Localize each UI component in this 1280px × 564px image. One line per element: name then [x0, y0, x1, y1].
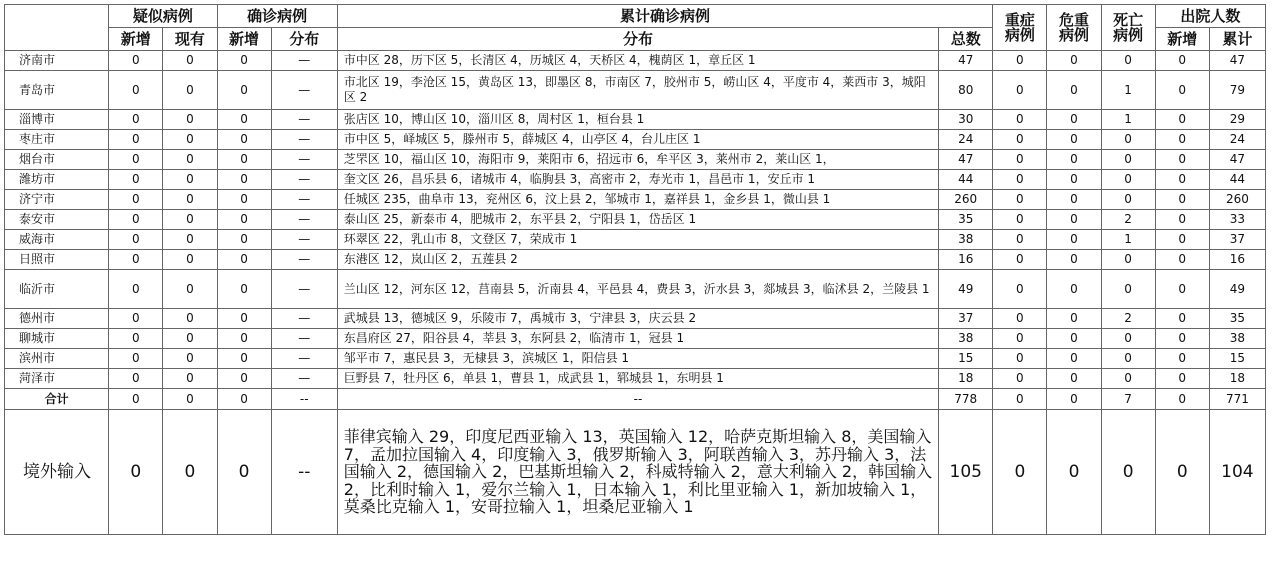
confirmed-new-cell: 0: [217, 329, 271, 349]
confirmed-distribution-cell: —: [271, 230, 337, 250]
severe-cell: 0: [993, 389, 1047, 410]
total-cell: 47: [939, 51, 993, 71]
suspected-new-cell: 0: [109, 369, 163, 389]
discharged-new-cell: 0: [1155, 349, 1209, 369]
table-row: [5, 230, 1266, 250]
severe-cell: 0: [993, 71, 1047, 110]
table-row: [5, 71, 1266, 110]
deaths-cell: 1: [1101, 230, 1155, 250]
confirmed-distribution-cell: —: [271, 270, 337, 309]
total-cell: 49: [939, 270, 993, 309]
district-distribution-cell: 泰山区 25，新泰市 4，肥城市 2，东平县 2，宁阳县 1，岱岳区 1: [337, 210, 938, 230]
confirmed-distribution-cell: —: [271, 349, 337, 369]
district-distribution-cell: 奎文区 26，昌乐县 6，诸城市 4，临朐县 3，高密市 2，寿光市 1，昌邑市 1，安丘市 1: [337, 170, 938, 190]
confirmed-new-cell: 0: [217, 130, 271, 150]
table-row: [5, 150, 1266, 170]
critical-cell: 0: [1047, 190, 1101, 210]
subheader-suspected-current: 现有: [163, 28, 217, 51]
discharged-cumulative-cell: 47: [1209, 51, 1265, 71]
district-distribution-cell: 市中区 28，历下区 5，长清区 4，历城区 4，天桥区 4，槐荫区 1，章丘区 1: [337, 51, 938, 71]
total-cell: 38: [939, 329, 993, 349]
district-distribution-cell: 环翠区 22，乳山市 8，文登区 7，荣成市 1: [337, 230, 938, 250]
severe-cell: 0: [993, 210, 1047, 230]
discharged-new-cell: 0: [1155, 150, 1209, 170]
suspected-new-cell: 0: [109, 349, 163, 369]
total-cell: 24: [939, 130, 993, 150]
table-body: [5, 51, 1266, 535]
confirmed-new-cell: 0: [217, 250, 271, 270]
confirmed-new-cell: 0: [217, 389, 271, 410]
covid-stats-table: [4, 4, 1266, 535]
deaths-cell: 1: [1101, 110, 1155, 130]
city-cell: 济宁市: [5, 190, 109, 210]
total-cell: 44: [939, 170, 993, 190]
subheader-discharged-new: 新增: [1155, 28, 1209, 51]
critical-cell: 0: [1047, 309, 1101, 329]
confirmed-distribution-cell: —: [271, 170, 337, 190]
total-cell: 47: [939, 150, 993, 170]
city-cell: 泰安市: [5, 210, 109, 230]
confirmed-new-cell: 0: [217, 410, 271, 535]
city-cell: 青岛市: [5, 71, 109, 110]
severe-cell: 0: [993, 230, 1047, 250]
severe-cell: 0: [993, 250, 1047, 270]
table-row: [5, 190, 1266, 210]
table-row: [5, 170, 1266, 190]
critical-cell: 0: [1047, 170, 1101, 190]
confirmed-new-cell: 0: [217, 309, 271, 329]
deaths-cell: 1: [1101, 71, 1155, 110]
suspected-new-cell: 0: [109, 130, 163, 150]
confirmed-distribution-cell: —: [271, 130, 337, 150]
confirmed-distribution-cell: —: [271, 369, 337, 389]
discharged-new-cell: 0: [1155, 389, 1209, 410]
deaths-cell: 7: [1101, 389, 1155, 410]
severe-cell: 0: [993, 110, 1047, 130]
discharged-new-cell: 0: [1155, 190, 1209, 210]
discharged-cumulative-cell: 16: [1209, 250, 1265, 270]
deaths-cell: 0: [1101, 410, 1155, 535]
confirmed-new-cell: 0: [217, 71, 271, 110]
severe-cell: 0: [993, 309, 1047, 329]
suspected-new-cell: 0: [109, 150, 163, 170]
discharged-new-cell: 0: [1155, 170, 1209, 190]
city-cell: 日照市: [5, 250, 109, 270]
deaths-cell: 0: [1101, 170, 1155, 190]
table-row: [5, 130, 1266, 150]
confirmed-new-cell: 0: [217, 210, 271, 230]
deaths-cell: 0: [1101, 150, 1155, 170]
total-cell: 18: [939, 369, 993, 389]
suspected-new-cell: 0: [109, 410, 163, 535]
city-cell: 聊城市: [5, 329, 109, 349]
deaths-cell: 0: [1101, 130, 1155, 150]
city-cell: 烟台市: [5, 150, 109, 170]
city-cell: 德州市: [5, 309, 109, 329]
district-distribution-cell: 市北区 19，李沧区 15，黄岛区 13，即墨区 8，市南区 7，胶州市 5，崂山区 4，平度市 4，莱西市 3，城阳区 2: [337, 71, 938, 110]
discharged-cumulative-cell: 15: [1209, 349, 1265, 369]
suspected-new-cell: 0: [109, 110, 163, 130]
suspected-current-cell: 0: [163, 389, 217, 410]
severe-cell: 0: [993, 329, 1047, 349]
district-distribution-cell: 东港区 12，岚山区 2，五莲县 2: [337, 250, 938, 270]
deaths-cell: 2: [1101, 309, 1155, 329]
suspected-new-cell: 0: [109, 309, 163, 329]
subheader-suspected-new: 新增: [109, 28, 163, 51]
discharged-cumulative-cell: 49: [1209, 270, 1265, 309]
total-row: [5, 389, 1266, 410]
discharged-cumulative-cell: 44: [1209, 170, 1265, 190]
severe-cell: 0: [993, 170, 1047, 190]
critical-cell: 0: [1047, 130, 1101, 150]
discharged-cumulative-cell: 47: [1209, 150, 1265, 170]
confirmed-distribution-cell: —: [271, 210, 337, 230]
discharged-new-cell: 0: [1155, 250, 1209, 270]
suspected-current-cell: 0: [163, 210, 217, 230]
discharged-cumulative-cell: 33: [1209, 210, 1265, 230]
imported-label: 境外输入: [5, 410, 109, 535]
confirmed-new-cell: 0: [217, 349, 271, 369]
city-cell: 临沂市: [5, 270, 109, 309]
deaths-cell: 0: [1101, 369, 1155, 389]
subheader-discharged-cumulative: 累计: [1209, 28, 1265, 51]
discharged-new-cell: 0: [1155, 270, 1209, 309]
header-discharged: 出院人数: [1155, 5, 1265, 28]
city-cell: 济南市: [5, 51, 109, 71]
suspected-new-cell: 0: [109, 270, 163, 309]
suspected-new-cell: 0: [109, 71, 163, 110]
suspected-current-cell: 0: [163, 349, 217, 369]
critical-cell: 0: [1047, 410, 1101, 535]
total-cell: 778: [939, 389, 993, 410]
district-distribution-cell: 芝罘区 10，福山区 10，海阳市 9，莱阳市 6，招远市 6，牟平区 3，莱州市 2，莱山区 1，: [337, 150, 938, 170]
confirmed-distribution-cell: —: [271, 71, 337, 110]
city-cell: 菏泽市: [5, 369, 109, 389]
table-row: [5, 329, 1266, 349]
severe-cell: 0: [993, 349, 1047, 369]
suspected-new-cell: 0: [109, 250, 163, 270]
city-cell: 淄博市: [5, 110, 109, 130]
table-row: [5, 369, 1266, 389]
severe-cell: 0: [993, 150, 1047, 170]
discharged-new-cell: 0: [1155, 369, 1209, 389]
discharged-new-cell: 0: [1155, 410, 1209, 535]
subheader-cumulative-total: 总数: [939, 28, 993, 51]
critical-cell: 0: [1047, 389, 1101, 410]
header-confirmed: 确诊病例: [217, 5, 337, 28]
district-distribution-cell: 东昌府区 27，阳谷县 4，莘县 3，东阿县 2，临清市 1，冠县 1: [337, 329, 938, 349]
confirmed-distribution-cell: —: [271, 190, 337, 210]
total-cell: 15: [939, 349, 993, 369]
suspected-current-cell: 0: [163, 329, 217, 349]
subheader-confirmed-distribution: 分布: [271, 28, 337, 51]
confirmed-new-cell: 0: [217, 190, 271, 210]
district-distribution-cell: 市中区 5，峄城区 5，滕州市 5，薛城区 4，山亭区 4，台儿庄区 1: [337, 130, 938, 150]
confirmed-distribution-cell: --: [271, 389, 337, 410]
discharged-new-cell: 0: [1155, 329, 1209, 349]
header-deaths: 死亡 病例: [1101, 5, 1155, 51]
total-cell: 80: [939, 71, 993, 110]
critical-cell: 0: [1047, 150, 1101, 170]
suspected-new-cell: 0: [109, 170, 163, 190]
district-distribution-cell: 巨野县 7，牡丹区 6，单县 1，曹县 1，成武县 1，郓城县 1，东明县 1: [337, 369, 938, 389]
suspected-new-cell: 0: [109, 210, 163, 230]
critical-cell: 0: [1047, 329, 1101, 349]
suspected-current-cell: 0: [163, 190, 217, 210]
confirmed-new-cell: 0: [217, 110, 271, 130]
discharged-cumulative-cell: 771: [1209, 389, 1265, 410]
deaths-cell: 0: [1101, 329, 1155, 349]
suspected-current-cell: 0: [163, 410, 217, 535]
confirmed-distribution-cell: --: [271, 410, 337, 535]
suspected-current-cell: 0: [163, 51, 217, 71]
city-cell: 潍坊市: [5, 170, 109, 190]
header-row-1: [5, 5, 1266, 28]
confirmed-new-cell: 0: [217, 369, 271, 389]
confirmed-distribution-cell: —: [271, 329, 337, 349]
table-row: [5, 309, 1266, 329]
critical-cell: 0: [1047, 210, 1101, 230]
confirmed-distribution-cell: —: [271, 110, 337, 130]
header-city-blank: [5, 5, 109, 51]
suspected-current-cell: 0: [163, 71, 217, 110]
total-cell: 105: [939, 410, 993, 535]
confirmed-new-cell: 0: [217, 51, 271, 71]
critical-cell: 0: [1047, 71, 1101, 110]
table-row: [5, 349, 1266, 369]
critical-cell: 0: [1047, 230, 1101, 250]
severe-cell: 0: [993, 190, 1047, 210]
critical-cell: 0: [1047, 349, 1101, 369]
total-cell: 37: [939, 309, 993, 329]
critical-cell: 0: [1047, 369, 1101, 389]
header-cumulative: 累计确诊病例: [337, 5, 993, 28]
discharged-cumulative-cell: 260: [1209, 190, 1265, 210]
severe-cell: 0: [993, 130, 1047, 150]
header-severe: 重症 病例: [993, 5, 1047, 51]
imported-distribution-cell: 菲律宾输入 29，印度尼西亚输入 13，英国输入 12，哈萨克斯坦输入 8，美国输入 7，孟加拉国输入 4，印度输入 3，俄罗斯输入 3，阿联酋输入 3，苏丹输入 3，法国输入 2，德国输入 2，巴基斯坦输入 2，科威特输入 2，意大利输入 2，韩国输入 2，比利时输入 1，爱尔兰输入 1，日本输入 1，利比里亚输入 1，新加坡输入 1，莫桑比克输入 1，安哥拉输入 1，坦桑尼亚输入 1: [337, 410, 938, 535]
discharged-cumulative-cell: 24: [1209, 130, 1265, 150]
discharged-new-cell: 0: [1155, 110, 1209, 130]
imported-row: [5, 410, 1266, 535]
table-row: [5, 250, 1266, 270]
subheader-confirmed-new: 新增: [217, 28, 271, 51]
critical-cell: 0: [1047, 270, 1101, 309]
table-row: [5, 210, 1266, 230]
discharged-new-cell: 0: [1155, 230, 1209, 250]
district-distribution-cell: 邹平市 7，惠民县 3，无棣县 3，滨城区 1，阳信县 1: [337, 349, 938, 369]
critical-cell: 0: [1047, 250, 1101, 270]
discharged-cumulative-cell: 29: [1209, 110, 1265, 130]
district-distribution-cell: 兰山区 12，河东区 12，莒南县 5，沂南县 4，平邑县 4，费县 3，沂水县 3，郯城县 3，临沭县 2，兰陵县 1: [337, 270, 938, 309]
suspected-new-cell: 0: [109, 389, 163, 410]
suspected-new-cell: 0: [109, 230, 163, 250]
table-row: [5, 110, 1266, 130]
suspected-current-cell: 0: [163, 369, 217, 389]
suspected-current-cell: 0: [163, 170, 217, 190]
city-cell: 滨州市: [5, 349, 109, 369]
table-row: [5, 51, 1266, 71]
severe-cell: 0: [993, 270, 1047, 309]
discharged-new-cell: 0: [1155, 51, 1209, 71]
confirmed-distribution-cell: —: [271, 309, 337, 329]
deaths-cell: 2: [1101, 210, 1155, 230]
city-cell: 威海市: [5, 230, 109, 250]
header-suspected: 疑似病例: [109, 5, 217, 28]
header-critical: 危重 病例: [1047, 5, 1101, 51]
discharged-new-cell: 0: [1155, 210, 1209, 230]
subheader-cumulative-distribution: 分布: [337, 28, 938, 51]
deaths-cell: 0: [1101, 250, 1155, 270]
total-cell: 35: [939, 210, 993, 230]
suspected-new-cell: 0: [109, 329, 163, 349]
deaths-cell: 0: [1101, 51, 1155, 71]
total-cell: 30: [939, 110, 993, 130]
critical-cell: 0: [1047, 110, 1101, 130]
suspected-current-cell: 0: [163, 150, 217, 170]
total-cell: 260: [939, 190, 993, 210]
suspected-current-cell: 0: [163, 250, 217, 270]
suspected-current-cell: 0: [163, 270, 217, 309]
confirmed-new-cell: 0: [217, 170, 271, 190]
suspected-new-cell: 0: [109, 51, 163, 71]
suspected-current-cell: 0: [163, 110, 217, 130]
severe-cell: 0: [993, 410, 1047, 535]
confirmed-distribution-cell: —: [271, 51, 337, 71]
confirmed-new-cell: 0: [217, 150, 271, 170]
suspected-current-cell: 0: [163, 130, 217, 150]
deaths-cell: 0: [1101, 190, 1155, 210]
confirmed-new-cell: 0: [217, 270, 271, 309]
discharged-cumulative-cell: 18: [1209, 369, 1265, 389]
city-cell: 枣庄市: [5, 130, 109, 150]
discharged-new-cell: 0: [1155, 309, 1209, 329]
discharged-cumulative-cell: 38: [1209, 329, 1265, 349]
confirmed-new-cell: 0: [217, 230, 271, 250]
total-cell: 38: [939, 230, 993, 250]
discharged-new-cell: 0: [1155, 71, 1209, 110]
suspected-current-cell: 0: [163, 230, 217, 250]
table-row: [5, 270, 1266, 309]
severe-cell: 0: [993, 369, 1047, 389]
confirmed-distribution-cell: —: [271, 250, 337, 270]
total-cell: 16: [939, 250, 993, 270]
deaths-cell: 0: [1101, 270, 1155, 309]
discharged-cumulative-cell: 35: [1209, 309, 1265, 329]
district-distribution-cell: 任城区 235，曲阜市 13，兖州区 6，汶上县 2，邹城市 1，嘉祥县 1，金乡县 1，微山县 1: [337, 190, 938, 210]
district-distribution-cell: 张店区 10，博山区 10，淄川区 8，周村区 1，桓台县 1: [337, 110, 938, 130]
total-label: 合计: [5, 389, 109, 410]
discharged-cumulative-cell: 104: [1209, 410, 1265, 535]
discharged-cumulative-cell: 37: [1209, 230, 1265, 250]
deaths-cell: 0: [1101, 349, 1155, 369]
discharged-new-cell: 0: [1155, 130, 1209, 150]
district-distribution-cell: 武城县 13，德城区 9，乐陵市 7，禹城市 3，宁津县 3，庆云县 2: [337, 309, 938, 329]
district-distribution-cell: --: [337, 389, 938, 410]
discharged-cumulative-cell: 79: [1209, 71, 1265, 110]
suspected-new-cell: 0: [109, 190, 163, 210]
suspected-current-cell: 0: [163, 309, 217, 329]
critical-cell: 0: [1047, 51, 1101, 71]
confirmed-distribution-cell: —: [271, 150, 337, 170]
severe-cell: 0: [993, 51, 1047, 71]
